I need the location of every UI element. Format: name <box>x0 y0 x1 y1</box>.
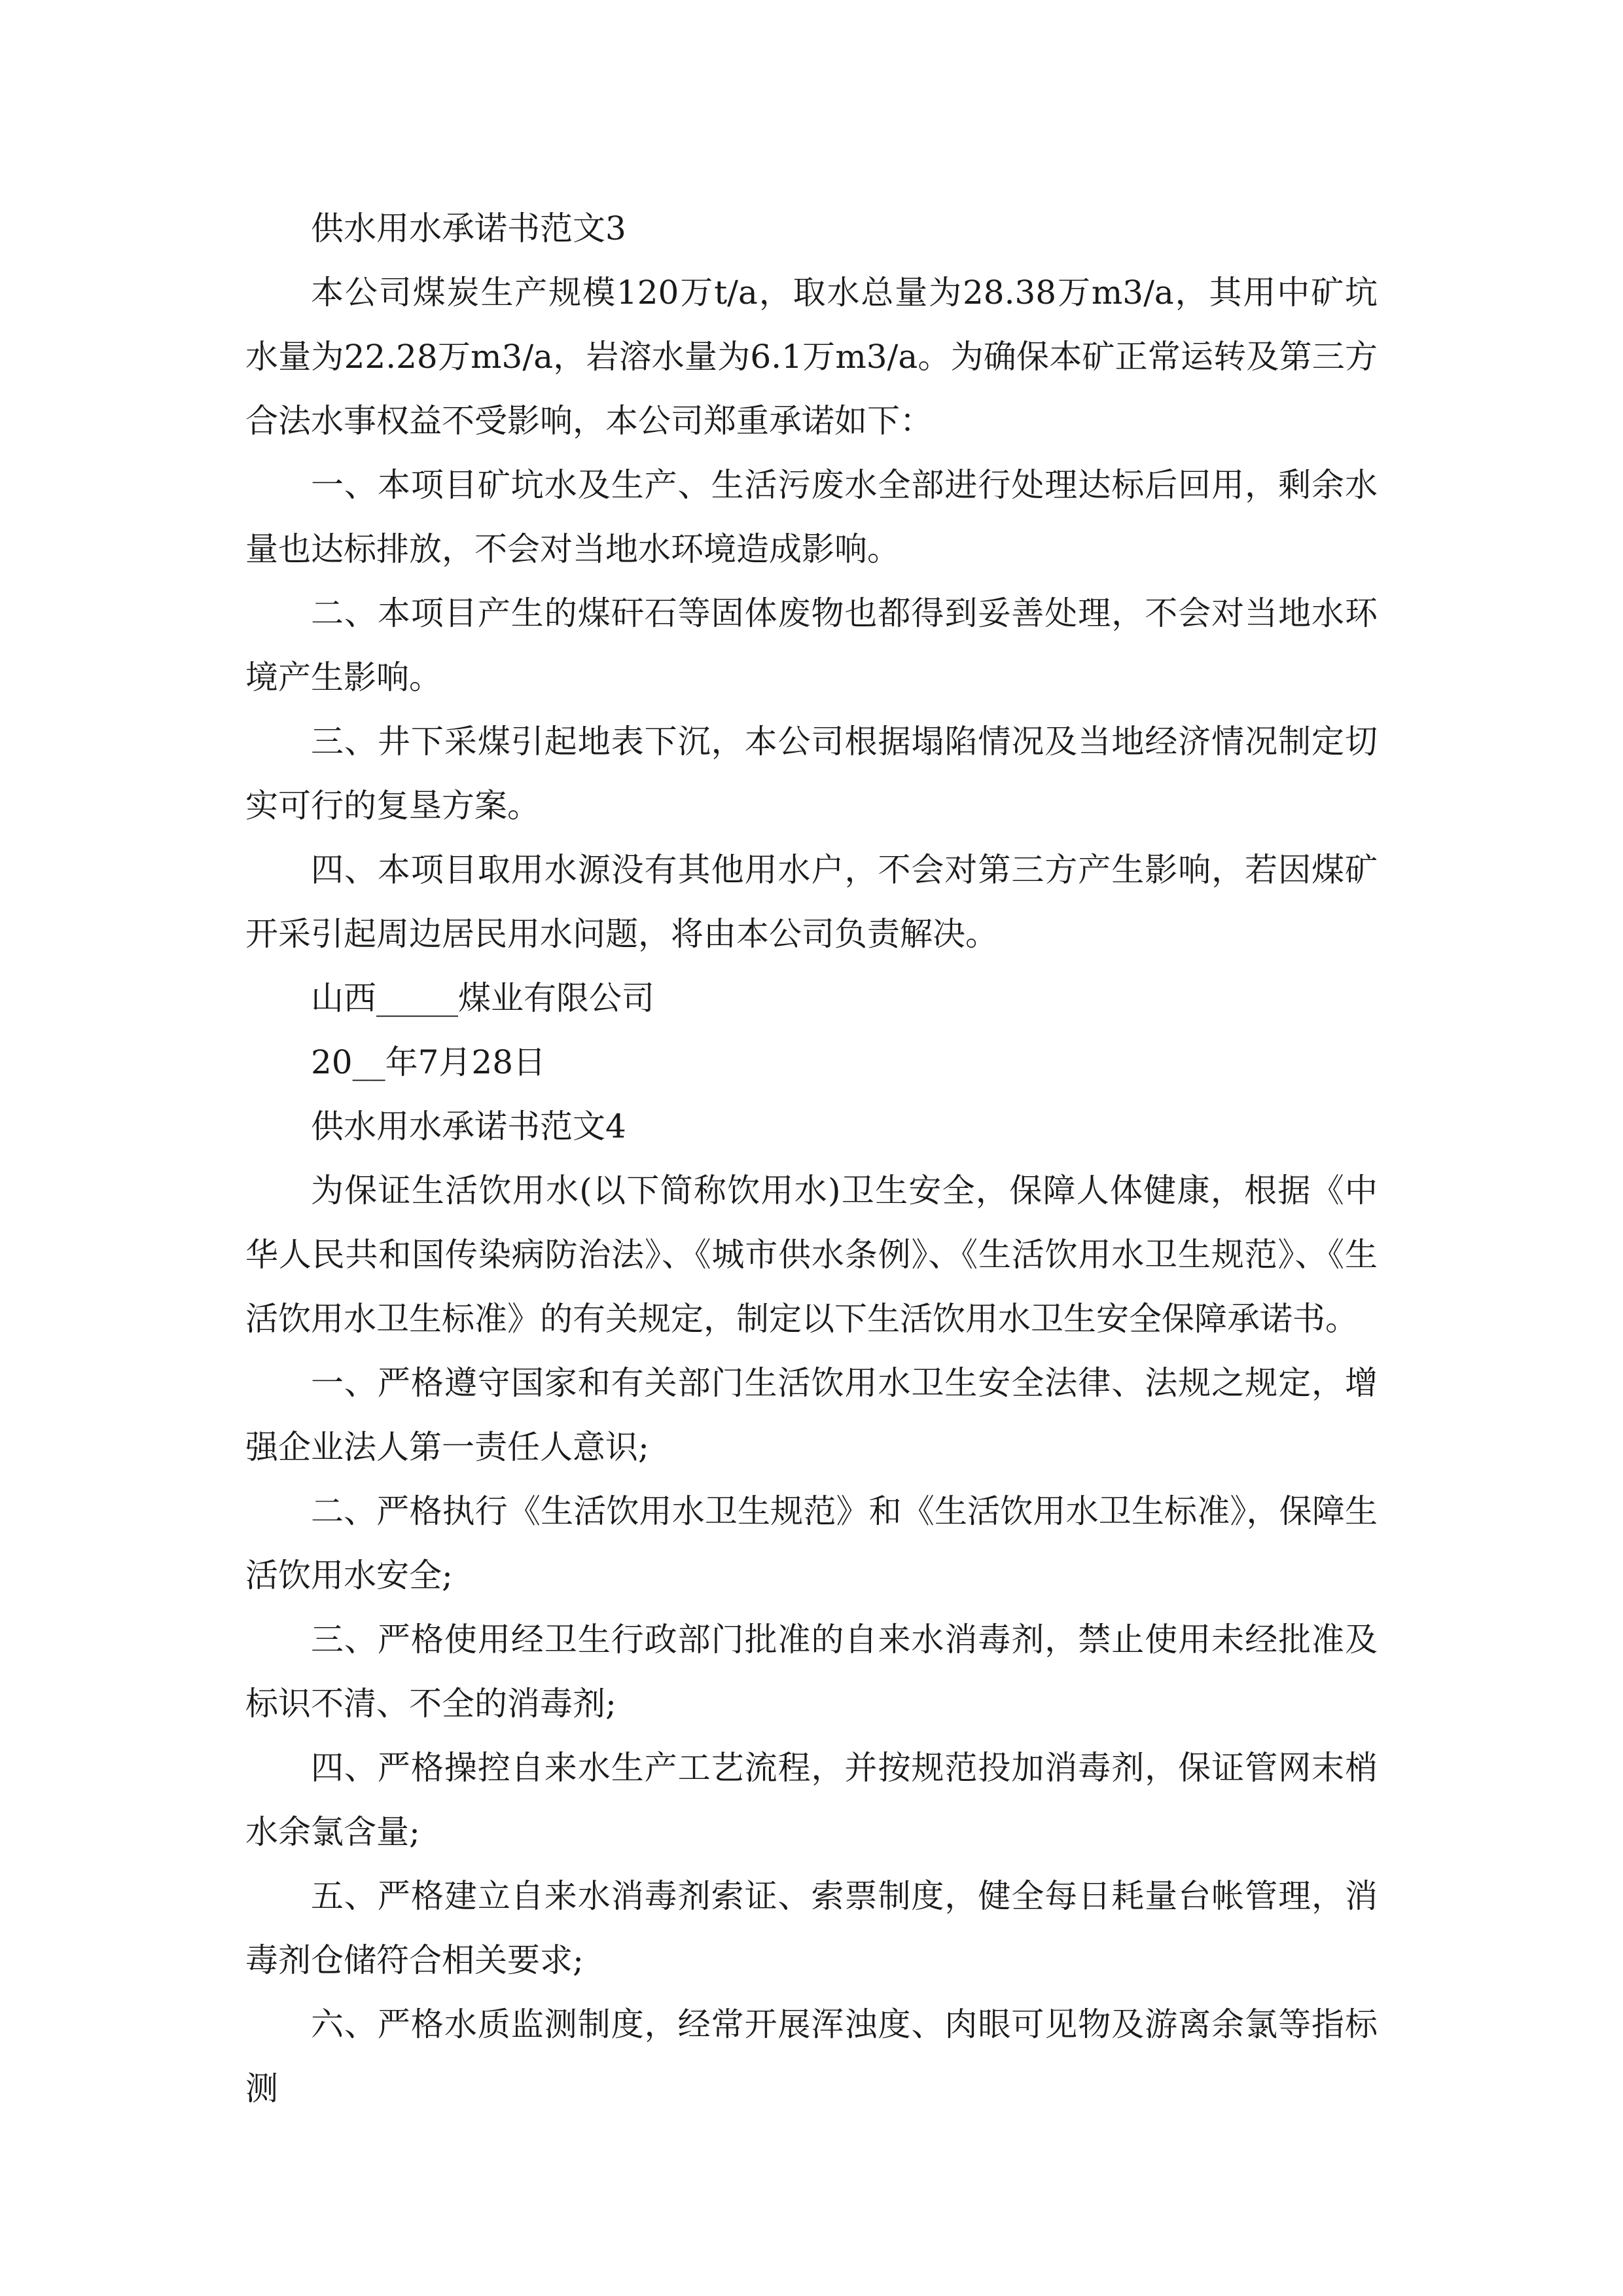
signature-date: 20__年7月28日 <box>311 1043 546 1081</box>
commitment-item-4: 四、本项目取用水源没有其他用水户，不会对第三方产生影响，若因煤矿开采引起周边居民用水问题，将由本公司负责解决。 <box>245 851 1378 953</box>
commitment-item-1: 一、本项目矿坑水及生产、生活污废水全部进行处理达标后回用，剩余水量也达标排放，不会对当地水环境造成影响。 <box>245 466 1378 568</box>
document-body <box>245 196 1378 2121</box>
section-title-3: 供水用水承诺书范文3 <box>311 209 626 247</box>
company-signature: 山西_____煤业有限公司 <box>311 979 654 1017</box>
intro-paragraph-4: 为保证生活饮用水(以下简称饮用水)卫生安全，保障人体健康，根据《中华人民共和国传染病防治法》、《城市供水条例》、《生活饮用水卫生规范》、《生活饮用水卫生标准》的有关规定，制定以下生活饮用水卫生安全保障承诺书。 <box>245 1172 1378 1338</box>
intro-paragraph: 本公司煤炭生产规模120万t/a，取水总量为28.38万m3/a，其用中矿坑水量为22.28万m3/a，岩溶水量为6.1万m3/a。为确保本矿正常运转及第三方合法水事权益不受影响，本公司郑重承诺如下： <box>245 274 1378 440</box>
section-title-4: 供水用水承诺书范文4 <box>311 1107 626 1145</box>
pledge-item-2: 二、严格执行《生活饮用水卫生规范》和《生活饮用水卫生标准》，保障生活饮用水安全; <box>245 1492 1378 1594</box>
pledge-item-3: 三、严格使用经卫生行政部门批准的自来水消毒剂，禁止使用未经批准及标识不清、不全的消毒剂; <box>245 1621 1378 1723</box>
commitment-item-2: 二、本项目产生的煤矸石等固体废物也都得到妥善处理，不会对当地水环境产生影响。 <box>245 594 1378 696</box>
commitment-item-3: 三、井下采煤引起地表下沉，本公司根据塌陷情况及当地经济情况制定切实可行的复垦方案。 <box>245 723 1378 825</box>
pledge-item-6: 六、严格水质监测制度，经常开展浑浊度、肉眼可见物及游离余氯等指标测 <box>245 2005 1378 2108</box>
pledge-item-5: 五、严格建立自来水消毒剂索证、索票制度，健全每日耗量台帐管理，消毒剂仓储符合相关要求; <box>245 1877 1378 1979</box>
pledge-item-1: 一、严格遵守国家和有关部门生活饮用水卫生安全法律、法规之规定，增强企业法人第一责任人意识; <box>245 1364 1378 1466</box>
pledge-item-4: 四、严格操控自来水生产工艺流程，并按规范投加消毒剂，保证管网末梢水余氯含量; <box>245 1749 1378 1851</box>
